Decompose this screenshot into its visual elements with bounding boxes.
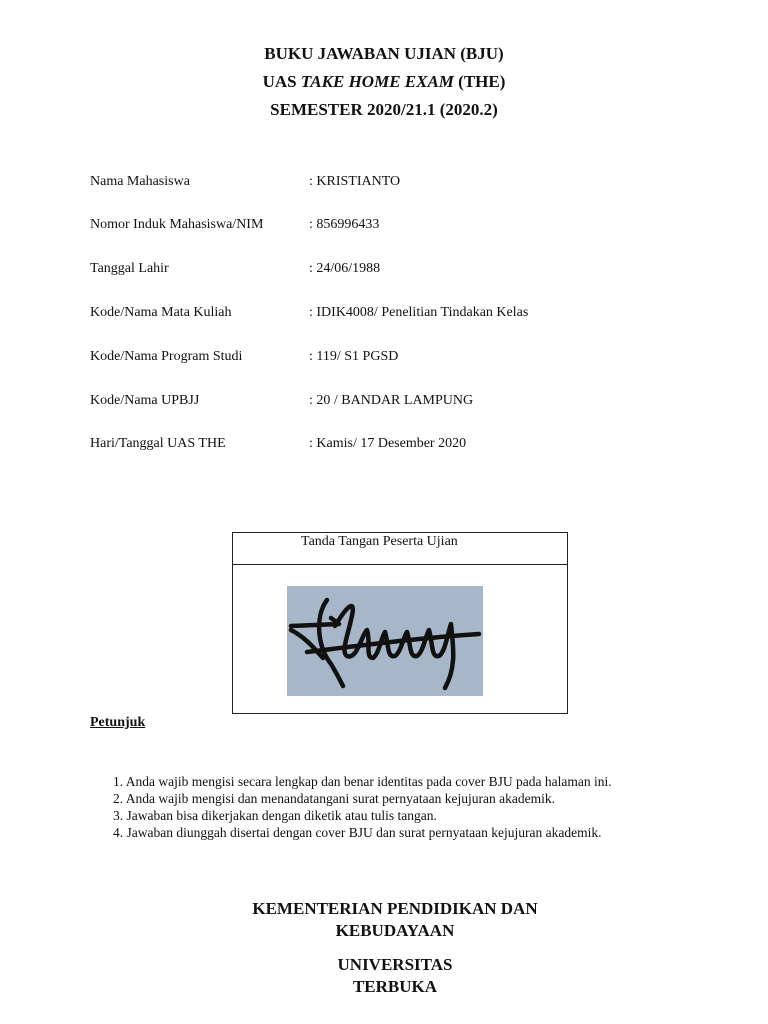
identity-row-name bbox=[90, 172, 710, 192]
ministry-name bbox=[0, 898, 768, 942]
header-title: BUKU JAWABAN UJIAN (BJU) bbox=[264, 44, 504, 63]
identity-label: Kode/Nama UPBJJ bbox=[90, 393, 200, 408]
header-exam-type: UAS TAKE HOME EXAM (THE) bbox=[262, 72, 506, 91]
document-header bbox=[0, 40, 768, 124]
identity-label: Kode/Nama Mata Kuliah bbox=[90, 305, 232, 320]
university-line: UNIVERSITAS bbox=[337, 955, 453, 974]
instructions-list bbox=[113, 773, 612, 841]
identity-label: Tanggal Lahir bbox=[90, 261, 169, 276]
identity-value: : 119/ S1 PGSD bbox=[309, 349, 399, 364]
identity-row-nim bbox=[90, 215, 710, 235]
handwritten-signature bbox=[287, 586, 483, 696]
identity-value: : 856996433 bbox=[309, 217, 380, 232]
identity-row-course bbox=[90, 303, 710, 323]
identity-value: : KRISTIANTO bbox=[309, 174, 401, 189]
identity-label: Nama Mahasiswa bbox=[90, 174, 190, 189]
instruction-item: 2. Anda wajib mengisi dan menandatangani surat pernyataan kejujuran akademik. bbox=[113, 791, 555, 806]
ministry-line: KEMENTERIAN PENDIDIKAN DAN bbox=[252, 899, 538, 918]
university-name bbox=[0, 954, 768, 998]
signature-box bbox=[232, 532, 568, 714]
identity-label: Nomor Induk Mahasiswa/NIM bbox=[90, 217, 264, 232]
instruction-item: 1. Anda wajib mengisi secara lengkap dan benar identitas pada cover BJU pada halaman ini. bbox=[113, 774, 612, 789]
instruction-item: 3. Jawaban bisa dikerjakan dengan diketik atau tulis tangan. bbox=[113, 808, 437, 823]
identity-label: Hari/Tanggal UAS THE bbox=[90, 436, 226, 451]
signature-image bbox=[287, 586, 483, 696]
identity-value: : Kamis/ 17 Desember 2020 bbox=[309, 436, 467, 451]
signature-box-title: Tanda Tangan Peserta Ujian bbox=[233, 533, 567, 565]
identity-label: Kode/Nama Program Studi bbox=[90, 349, 243, 364]
identity-row-exam-date bbox=[90, 434, 710, 454]
identity-value: : 20 / BANDAR LAMPUNG bbox=[309, 393, 474, 408]
instruction-item: 4. Jawaban diunggah disertai dengan cover BJU dan surat pernyataan kejujuran akademik. bbox=[113, 825, 602, 840]
ministry-line: KEBUDAYAAN bbox=[335, 921, 455, 940]
petunjuk-heading: Petunjuk bbox=[90, 715, 146, 730]
identity-row-birthdate bbox=[90, 259, 710, 279]
university-line: TERBUKA bbox=[352, 977, 438, 996]
header-semester: SEMESTER 2020/21.1 (2020.2) bbox=[270, 100, 498, 119]
identity-value: : 24/06/1988 bbox=[309, 261, 381, 276]
identity-row-upbjj bbox=[90, 391, 710, 411]
identity-value: : IDIK4008/ Penelitian Tindakan Kelas bbox=[309, 305, 529, 320]
identity-row-program bbox=[90, 347, 710, 367]
